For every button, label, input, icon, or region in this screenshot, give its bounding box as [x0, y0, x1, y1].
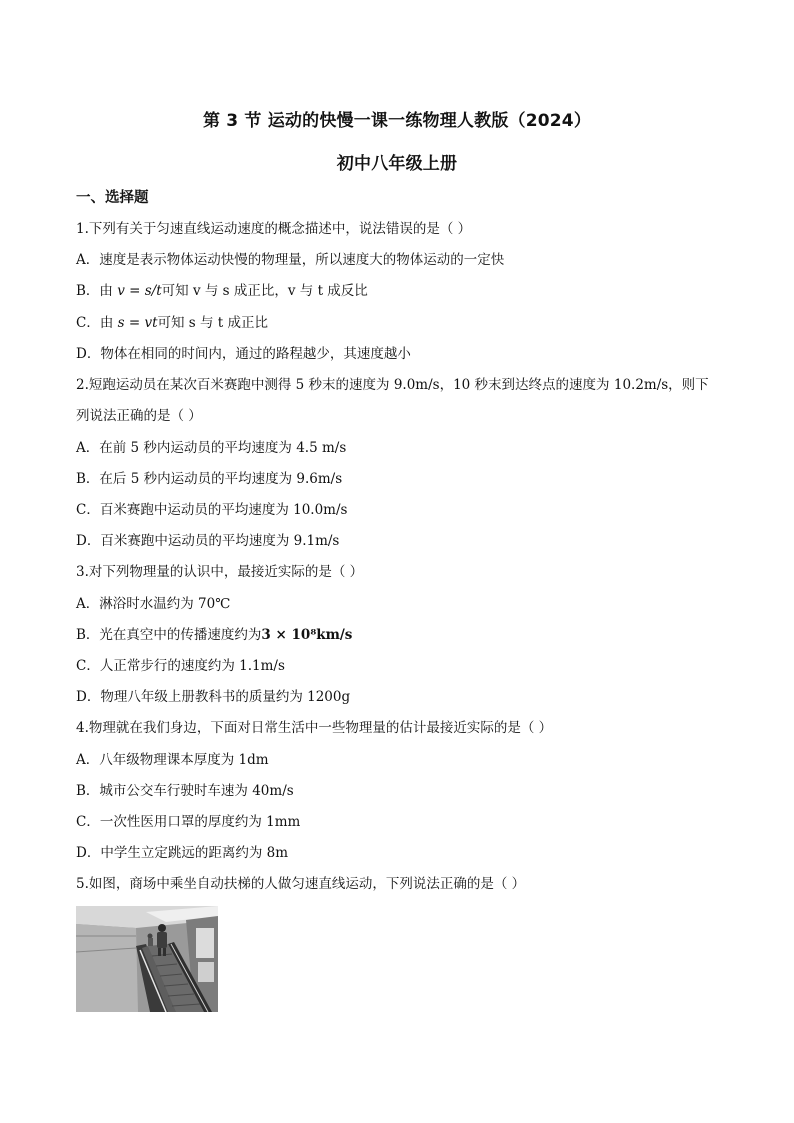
- question-3-option-c: C．人正常步行的速度约为 1.1m/s: [76, 658, 285, 674]
- question-1-option-a: A．速度是表示物体运动快慢的物理量，所以速度大的物体运动的一定快: [76, 252, 505, 268]
- document-subtitle: 初中八年级上册: [336, 154, 458, 174]
- question-2-option-a: A．在前 5 秒内运动员的平均速度为 4.5 m/s: [76, 440, 347, 456]
- document-title: 第 3 节 运动的快慢一课一练物理人教版（2024）: [202, 111, 592, 131]
- question-5-stem: 5.如图，商场中乘坐自动扶梯的人做匀速直线运动，下列说法正确的是（ ）: [76, 876, 526, 892]
- section-heading: 一、选择题: [76, 190, 149, 206]
- option-b-text: 可知 v 与 s 成正比，v 与 t 成反比: [161, 283, 368, 299]
- escalator-photo: [76, 906, 218, 1012]
- question-2-stem-line2: 列说法正确的是（ ）: [76, 408, 202, 424]
- question-2-option-d: D．百米赛跑中运动员的平均速度为 9.1m/s: [76, 533, 340, 549]
- question-3-option-a: A．淋浴时水温约为 70℃: [76, 596, 231, 612]
- formula-s-vt: s = vt: [117, 315, 158, 331]
- question-2-option-b: B．在后 5 秒内运动员的平均速度为 9.6m/s: [76, 471, 343, 487]
- question-4-stem: 4.物理就在我们身边，下面对日常生活中一些物理量的估计最接近实际的是（ ）: [76, 720, 553, 736]
- question-4-option-c: C．一次性医用口罩的厚度约为 1mm: [76, 814, 301, 830]
- question-2-stem-line1: 2.短跑运动员在某次百米赛跑中测得 5 秒末的速度为 9.0m/s，10 秒末到达终点的速度为 10.2m/s，则下: [76, 377, 709, 393]
- question-4-option-b: B．城市公交车行驶时车速为 40m/s: [76, 783, 294, 799]
- question-4-option-d: D．中学生立定跳远的距离约为 8m: [76, 845, 289, 861]
- question-3-stem: 3.对下列物理量的认识中，最接近实际的是（ ）: [76, 564, 364, 580]
- question-4-option-a: A．八年级物理课本厚度为 1dm: [76, 752, 269, 768]
- question-1-option-c: [76, 311, 268, 331]
- formula-light-speed: 3 × 10⁸km/s: [261, 627, 353, 643]
- option-b-label: B．光在真空中的传播速度约为: [76, 627, 262, 643]
- question-1-option-b: [76, 279, 368, 299]
- formula-v-s-t: v = s/t: [117, 283, 162, 299]
- question-2-option-c: C．百米赛跑中运动员的平均速度为 10.0m/s: [76, 502, 348, 518]
- question-1-option-d: D．物体在相同的时间内，通过的路程越少，其速度越小: [76, 346, 411, 362]
- option-b-label: B．由: [76, 283, 118, 299]
- question-1-stem: 1.下列有关于匀速直线运动速度的概念描述中，说法错误的是（ ）: [76, 221, 472, 237]
- question-3-option-b: [76, 623, 352, 643]
- option-c-label: C．由: [76, 315, 118, 331]
- question-3-option-d: D．物理八年级上册教科书的质量约为 1200g: [76, 689, 351, 705]
- option-c-text: 可知 s 与 t 成正比: [157, 315, 269, 331]
